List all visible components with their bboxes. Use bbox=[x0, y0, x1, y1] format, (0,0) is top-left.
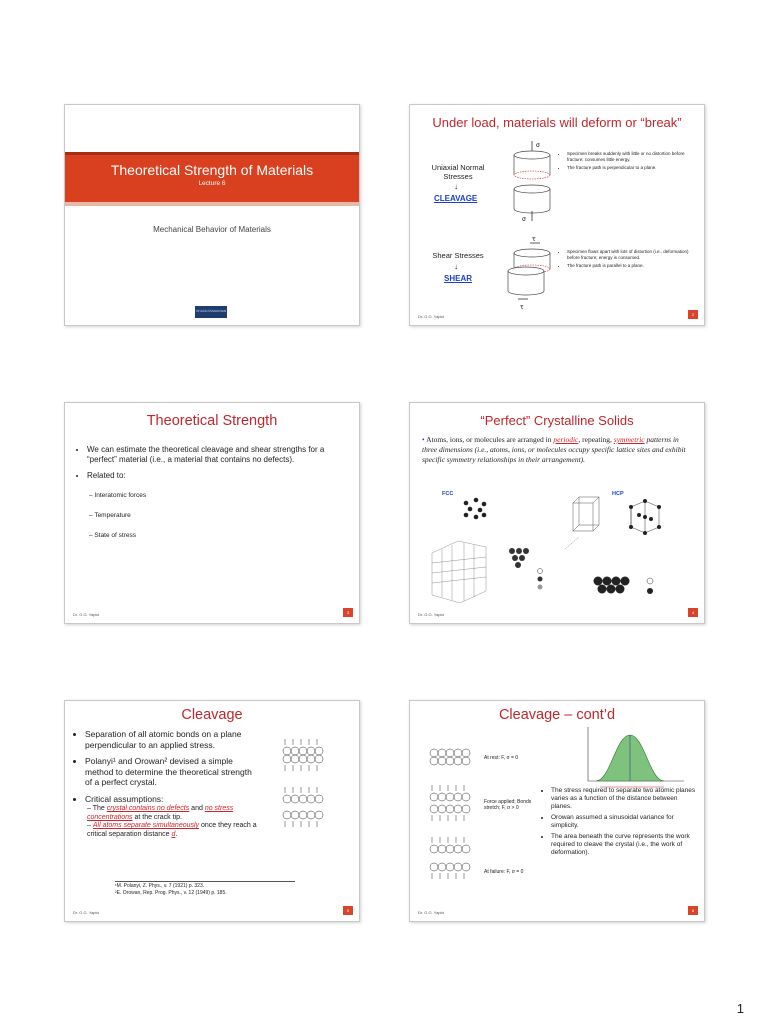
slide-6 bbox=[409, 700, 705, 922]
shear-bullets bbox=[560, 249, 698, 272]
slide-2 bbox=[409, 104, 705, 326]
slide-1-subtitle: Lecture 6 bbox=[198, 180, 226, 187]
cleavage-label: CLEAVAGE bbox=[434, 194, 478, 203]
slide-3-bullet-2: • Related to: bbox=[87, 471, 343, 481]
slide-6-bullet-1: • The stress required to separate two atomic planes varies as a function of the distance between planes. bbox=[551, 787, 696, 811]
fcc-label: FCC bbox=[442, 491, 454, 497]
tau-bottom: τ bbox=[520, 304, 524, 311]
slide-5 bbox=[64, 700, 360, 922]
down-arrow-2: ↓ bbox=[454, 262, 458, 271]
slide-6-bullet-3: • The area beneath the curve represents the work required to cleave the crystal (i.e., the work of deformation). bbox=[551, 833, 696, 857]
slide-4-text: • Atoms, ions, or molecules are arranged in periodic, repeating, symmetric patterns in three dimensions (i.e., atoms, ions, or molecules occupy specific lattice sites and exhibit specific symmetry relationships in their arrangement). bbox=[422, 435, 686, 464]
university-logo: ÖZYEĞİN ÜNİVERSİTESİ bbox=[195, 306, 227, 318]
force-applied-label: Force applied; Bonds stretch; F, σ > 0 bbox=[484, 799, 532, 811]
crystal-packing-diagrams bbox=[428, 533, 698, 605]
at-failure-label: At failure: F, σ = 0 bbox=[484, 869, 524, 875]
page-number: 1 bbox=[736, 1001, 744, 1016]
slide-3-title: Theoretical Strength bbox=[146, 413, 278, 429]
slide-6-footer: Dr. G.G. Yapici bbox=[418, 910, 445, 915]
shear-label: SHEAR bbox=[444, 274, 473, 283]
cleavage-cylinder-diagram bbox=[504, 139, 560, 223]
sigma-top: σ bbox=[536, 142, 540, 149]
down-arrow: ↓ bbox=[454, 182, 458, 191]
sub-temperature: – Temperature bbox=[89, 512, 131, 519]
course-name: Mechanical Behavior of Materials bbox=[153, 225, 271, 234]
slide-4 bbox=[409, 402, 705, 624]
hcp-label: HCP bbox=[612, 491, 624, 497]
slide-4-footer: Dr. G.G. Yapici bbox=[418, 612, 445, 617]
slide-5-bullets bbox=[73, 729, 273, 839]
slide-1 bbox=[64, 104, 360, 326]
slide-5-sub-2: – All atoms separate simultaneously once they reach a critical separation distance d. bbox=[87, 822, 257, 838]
slide-3-number: 3 bbox=[343, 608, 353, 617]
shear-stress-label: Shear Stresses bbox=[432, 251, 484, 260]
slide-2-footer: Dr. G.G. Yapici bbox=[418, 314, 445, 319]
stress-distance-curve bbox=[580, 723, 690, 789]
tau-top: τ bbox=[532, 236, 536, 243]
slide-5-references bbox=[115, 881, 295, 896]
fcc-unit-cell bbox=[460, 495, 490, 525]
reference-1: ¹M. Polanyi, Z. Phys., v. 7 (1921) p. 323. bbox=[115, 883, 205, 889]
slide-3 bbox=[64, 402, 360, 624]
cleavage-bullets bbox=[560, 151, 698, 174]
slide-3-bullets bbox=[75, 445, 343, 541]
slide-6-bullets bbox=[544, 787, 696, 860]
slide-6-number: 6 bbox=[688, 906, 698, 915]
slide-5-bullet-2: • Polanyi¹ and Orowan² devised a simple method to determine the theoretical strength of a perfect crystal. bbox=[85, 756, 255, 788]
slide-6-bullet-2: • Orowan assumed a sinusoidal variance for simplicity. bbox=[551, 814, 696, 830]
slide-5-footer: Dr. G.G. Yapici bbox=[73, 910, 100, 915]
cleavage-bullet-2: • The fracture path is perpendicular to a plane. bbox=[567, 165, 698, 171]
atomic-planes-diagram bbox=[275, 737, 355, 867]
at-rest-label: At rest: F, σ = 0 bbox=[484, 755, 519, 761]
cleavage-stages-diagram bbox=[420, 739, 488, 901]
slide-3-footer: Dr. G.G. Yapici bbox=[73, 612, 100, 617]
reference-2: ²E. Orowan, Rep. Prog. Phys., v. 12 (1949) p. 185. bbox=[115, 889, 227, 896]
cleavage-bullet-1: • Specimen breaks suddenly with little or no distortion before fracture; consumes little energy. bbox=[567, 151, 698, 162]
slide-5-bullet-1: • Separation of all atomic bonds on a plane perpendicular to an applied stress. bbox=[85, 729, 273, 750]
slide-4-number: 4 bbox=[688, 608, 698, 617]
slide-5-number: 5 bbox=[343, 906, 353, 915]
slide-2-number: 2 bbox=[688, 310, 698, 319]
slide-2-title: Under load, materials will deform or “break” bbox=[432, 115, 682, 130]
slide-5-sub-1: – The crystal contains no defects and no stress concentrations at the crack tip. bbox=[87, 805, 234, 821]
slide-5-bullet-3: • Critical assumptions: bbox=[85, 794, 273, 805]
shear-cylinder-diagram bbox=[500, 235, 560, 313]
sigma-bottom: σ bbox=[522, 216, 526, 223]
title-band bbox=[65, 152, 359, 202]
sub-interatomic-forces: – Interatomic forces bbox=[89, 492, 147, 499]
normal-stress-label: Uniaxial Normal Stresses bbox=[431, 163, 485, 181]
slide-6-title: Cleavage – cont’d bbox=[498, 707, 616, 723]
shear-bullet-1: • Specimen flows apart with lots of distortion (i.e., deformation) before fracture; energy is consumed. bbox=[567, 249, 698, 260]
slide-3-bullet-1: • We can estimate the theoretical cleavage and shear strengths for a “perfect” material (i.e., a material that contains no defects). bbox=[87, 445, 343, 465]
shear-bullet-2: • The fracture path is parallel to a plane. bbox=[567, 263, 698, 269]
slide-5-title: Cleavage bbox=[181, 707, 243, 723]
slide-4-title: “Perfect” Crystalline Solids bbox=[480, 413, 634, 428]
slide-1-title: Theoretical Strength of Materials bbox=[110, 162, 314, 178]
sub-state-of-stress: – State of stress bbox=[89, 532, 136, 539]
